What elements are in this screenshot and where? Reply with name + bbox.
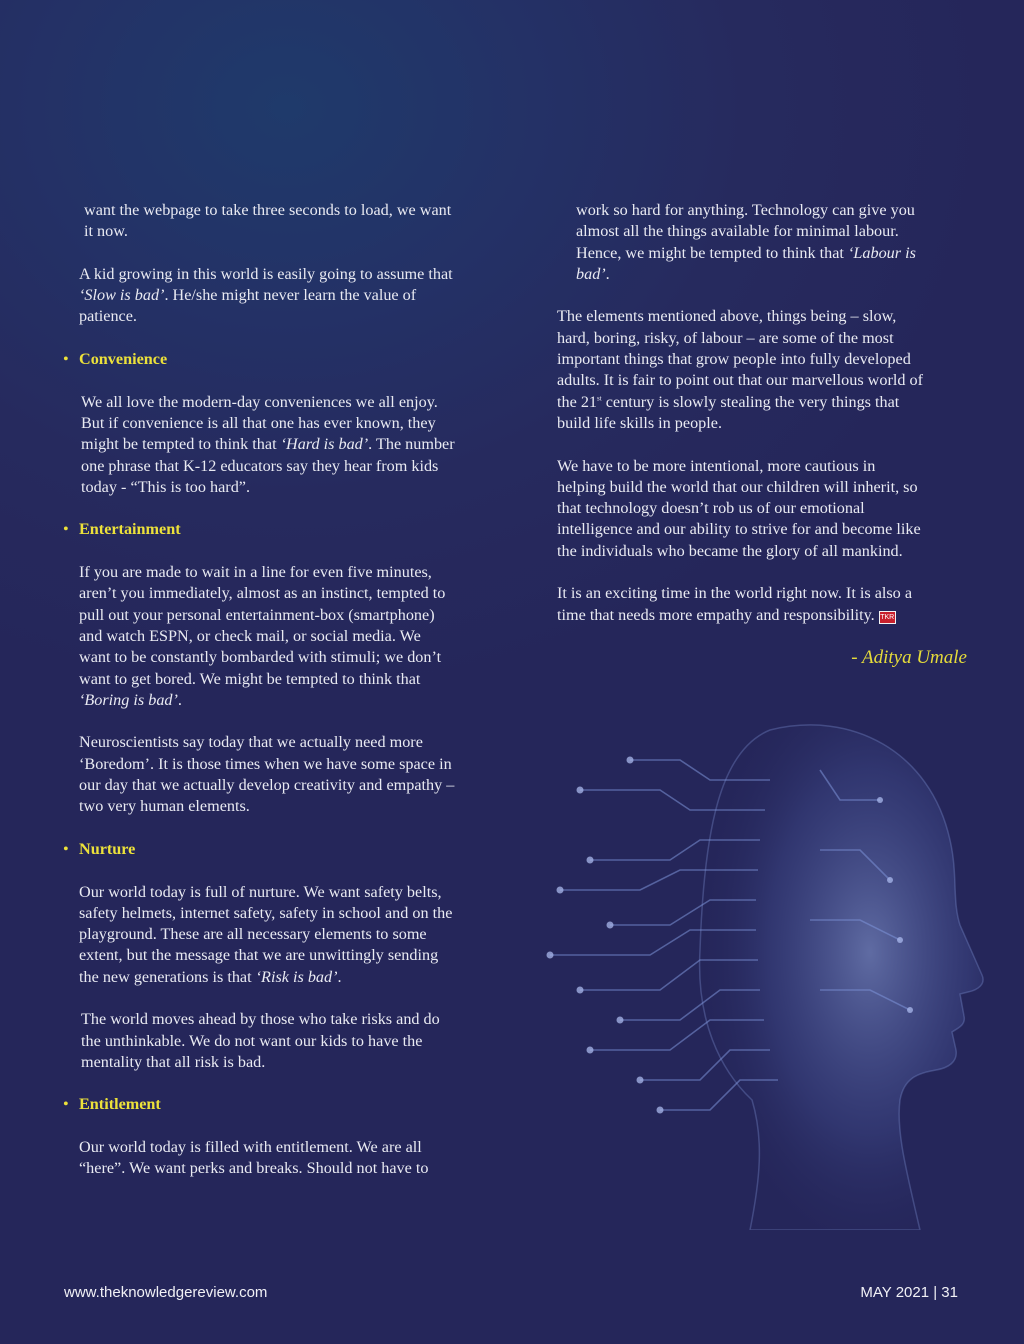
paragraph: work so hard for anything. Technology can give you almost all the things available for minimal labour. Hence, we might be tempted to think that ‘Labour is bad’. — [576, 201, 916, 283]
right-column — [557, 200, 967, 669]
bullet-heading-entertainment: • Entertainment — [63, 520, 181, 539]
bullet-heading-convenience: • Convenience — [63, 350, 168, 369]
paragraph: Our world today is full of nurture. We want safety belts, safety helmets, internet safety, safety in school and on the playground. These are all necessary elements to some extent, but the message that we are unwittingly sending the new generations is that ‘Risk is bad’. — [79, 882, 453, 986]
left-column — [60, 200, 500, 1180]
paragraph: If you are made to wait in a line for even five minutes, aren’t you immediately, almost as an instinct, tempted to pull out your personal entertainment-box (smartphone) and watch ESPN, or check mail, or social media. We want to be constantly bombarded with stimuli; we don’t want to get bored. We might be tempted to think that ‘Boring is bad’. — [79, 563, 446, 709]
bullet-heading-nurture: • Nurture — [63, 839, 136, 858]
paragraph: Neuroscientists say today that we actually need more ‘Boredom’. It is those times when we have some space in our day that we actually develop creativity and empathy – two very human elements. — [79, 733, 455, 816]
paragraph: It is an exciting time in the world right now. It is also a time that needs more empathy and responsibility. TKR — [557, 584, 913, 624]
paragraph: A kid growing in this world is easily going to assume that ‘Slow is bad’. He/she might never learn the value of patience. — [79, 264, 453, 326]
ai-head-illustration — [520, 690, 1000, 1230]
paragraph: The elements mentioned above, things being – slow, hard, boring, risky, of labour – are some of the most important things that grow people into fully developed adults. It is fair to point out that our marvellous world of the 21st century is slowly stealing the very things that build life skills in people. — [557, 307, 923, 432]
paragraph: We have to be more intentional, more cautious in helping build the world that our children will inherit, so that technology doesn’t rob us of our emotional intelligence and our ability to strive for and become like the individuals who became the glory of all mankind. — [557, 456, 921, 560]
footer-website: www.theknowledgereview.com — [64, 1284, 268, 1301]
author-signature: - Aditya Umale — [851, 647, 967, 669]
footer-page-info: MAY 2021 | 31 — [860, 1284, 958, 1301]
bullet-heading-entitlement: • Entitlement — [63, 1095, 161, 1114]
end-mark-icon: TKR — [879, 611, 896, 624]
paragraph: The world moves ahead by those who take risks and do the unthinkable. We do not want our kids to have the mentality that all risk is bad. — [81, 1010, 440, 1071]
paragraph: want the webpage to take three seconds to load, we want it now. — [84, 201, 452, 241]
paragraph: Our world today is filled with entitlement. We are all “here”. We want perks and breaks. Should not have to — [79, 1138, 429, 1178]
paragraph: We all love the modern-day conveniences we all enjoy. But if convenience is all that one has ever known, they might be tempted to think that ‘Hard is bad’. The number one phrase that K-12 educators say they hear from kids today - “This is too hard”. — [81, 392, 455, 496]
